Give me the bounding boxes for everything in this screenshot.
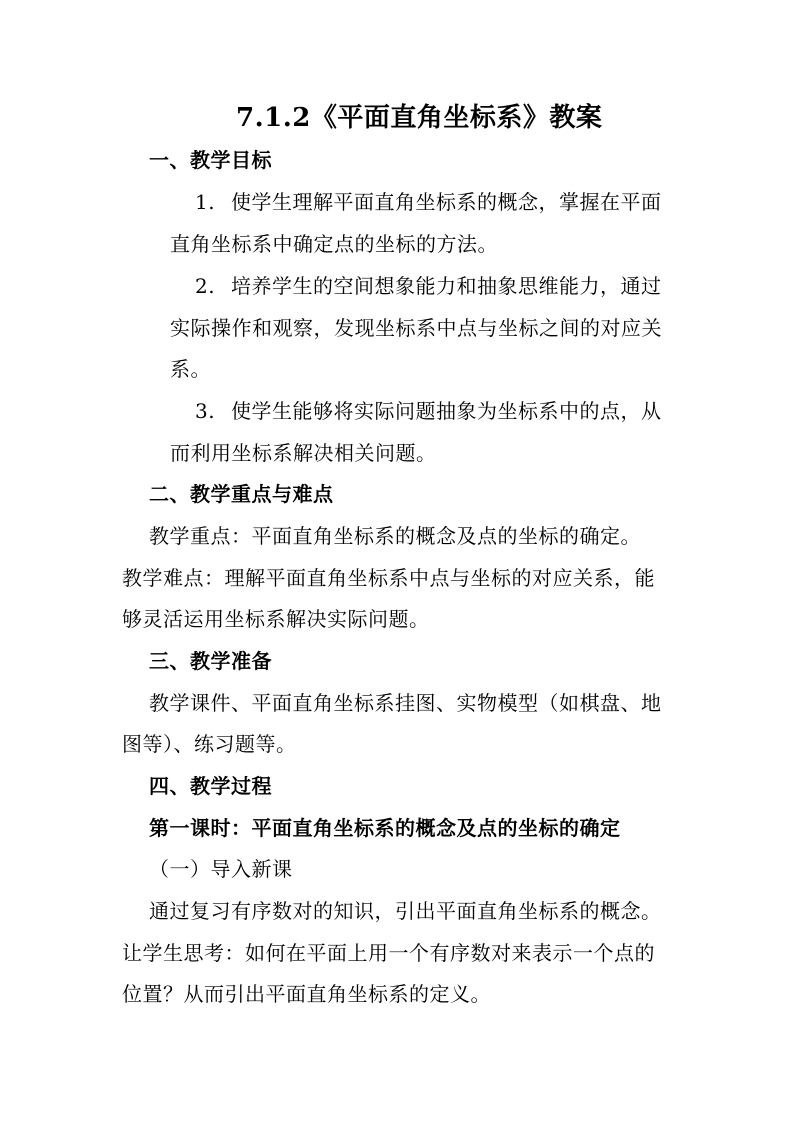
objective-item-2-line2: 实际操作和观察，发现坐标系中点与坐标之间的对应关: [170, 316, 662, 340]
objective-item-1-line1: [195, 188, 662, 216]
key-point-text: 教学重点：平面直角坐标系的概念及点的坐标的确定。: [149, 524, 641, 548]
list-text: 使学生能够将实际问题抽象为坐标系中的点，从: [231, 399, 662, 423]
section-heading-process: 四、教学过程: [149, 774, 272, 798]
objective-item-3-line1: [195, 397, 662, 425]
objective-item-2-line1: [195, 272, 662, 300]
intro-text-line2: 让学生思考：如何在平面上用一个有序数对来表示一个点的: [122, 941, 655, 965]
objective-item-1-line2: 直角坐标系中确定点的坐标的方法。: [170, 232, 498, 256]
section-heading-preparation: 三、教学准备: [149, 649, 272, 673]
section-heading-key-points: 二、教学重点与难点: [149, 482, 334, 506]
list-number: 1.: [195, 190, 216, 214]
sub-heading-intro: （一）导入新课: [149, 857, 293, 881]
document-title: 7.1.2《平面直角坐标系》教案: [236, 103, 603, 133]
objective-item-2-line3: 系。: [170, 357, 211, 381]
difficulty-text-line1: 教学难点：理解平面直角坐标系中点与坐标的对应关系，能: [122, 566, 655, 590]
objective-item-3-line2: 而利用坐标系解决相关问题。: [170, 441, 437, 465]
list-text: 使学生理解平面直角坐标系的概念，掌握在平面: [231, 190, 662, 214]
preparation-text-line1: 教学课件、平面直角坐标系挂图、实物模型（如棋盘、地: [149, 691, 662, 715]
list-text: 培养学生的空间想象能力和抽象思维能力，通过: [231, 274, 662, 298]
lesson-title: 第一课时：平面直角坐标系的概念及点的坐标的确定: [149, 816, 621, 840]
preparation-text-line2: 图等）、练习题等。: [122, 732, 297, 756]
list-number: 2.: [195, 274, 216, 298]
difficulty-text-line2: 够灵活运用坐标系解决实际问题。: [122, 607, 430, 631]
intro-text-line3: 位置？从而引出平面直角坐标系的定义。: [122, 982, 491, 1006]
list-number: 3.: [195, 399, 216, 423]
section-heading-objectives: 一、教学目标: [149, 148, 272, 172]
intro-text-line1: 通过复习有序数对的知识，引出平面直角坐标系的概念。: [149, 899, 662, 923]
